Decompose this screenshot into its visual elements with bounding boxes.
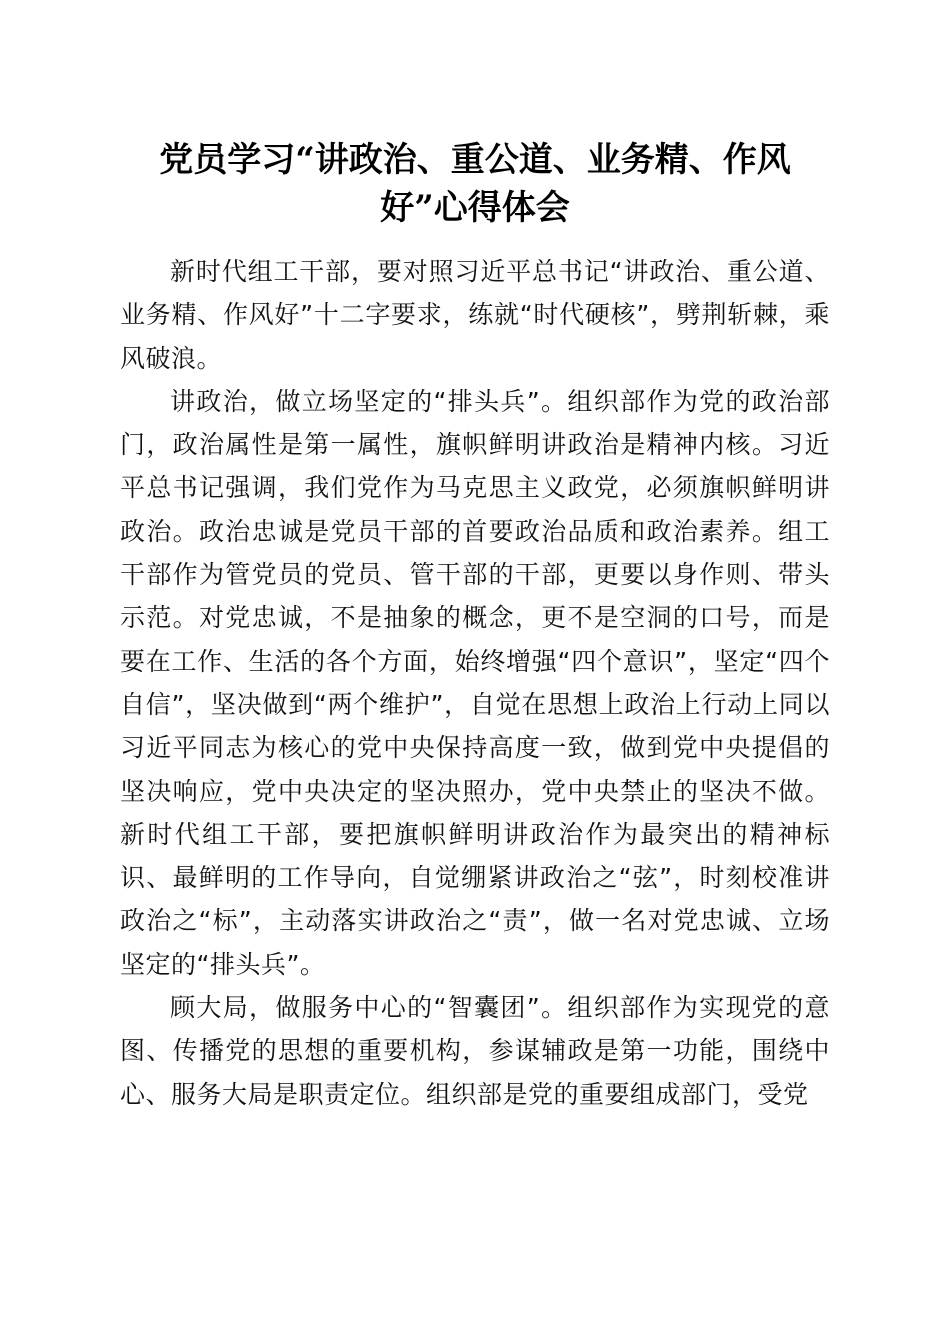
paragraph-overall-situation: 顾大局，做服务中心的“智囊团”。组织部作为实现党的意图、传播党的思想的重要机构，参谋辅政是第一功能，围绕中心、服务大局是职责定位。组织部是党的重要组成部门，受党	[120, 993, 830, 1109]
document-title	[120, 136, 830, 232]
paragraph-politics: 讲政治，做立场坚定的“排头兵”。组织部作为党的政治部门，政治属性是第一属性，旗帜鲜明讲政治是精神内核。习近平总书记强调，我们党作为马克思主义政党，必须旗帜鲜明讲政治。政治忠诚是党员干部的首要政治品质和政治素养。组工干部作为管党员的党员、管干部的干部，更要以身作则、带头示范。对党忠诚，不是抽象的概念，更不是空洞的口号，而是要在工作、生活的各个方面，始终增强“四个意识”，坚定“四个自信”，坚决做到“两个维护”，自觉在思想上政治上行动上同以习近平同志为核心的党中央保持高度一致，做到党中央提倡的坚决响应，党中央决定的坚决照办，党中央禁止的坚决不做。新时代组工干部，要把旗帜鲜明讲政治作为最突出的精神标识、最鲜明的工作导向，自觉绷紧讲政治之“弦”，时刻校准讲政治之“标”，主动落实讲政治之“责”，做一名对党忠诚、立场坚定的“排头兵”。	[120, 386, 830, 979]
document-title-line-2: 好”心得体会	[380, 188, 570, 228]
document-body	[120, 250, 830, 1116]
paragraph-intro: 新时代组工干部，要对照习近平总书记“讲政治、重公道、业务精、作风好”十二字要求，练就“时代硬核”，劈荆斩棘，乘风破浪。	[120, 257, 830, 373]
document-title-line-1: 党员学习“讲政治、重公道、业务精、作风	[159, 140, 791, 180]
